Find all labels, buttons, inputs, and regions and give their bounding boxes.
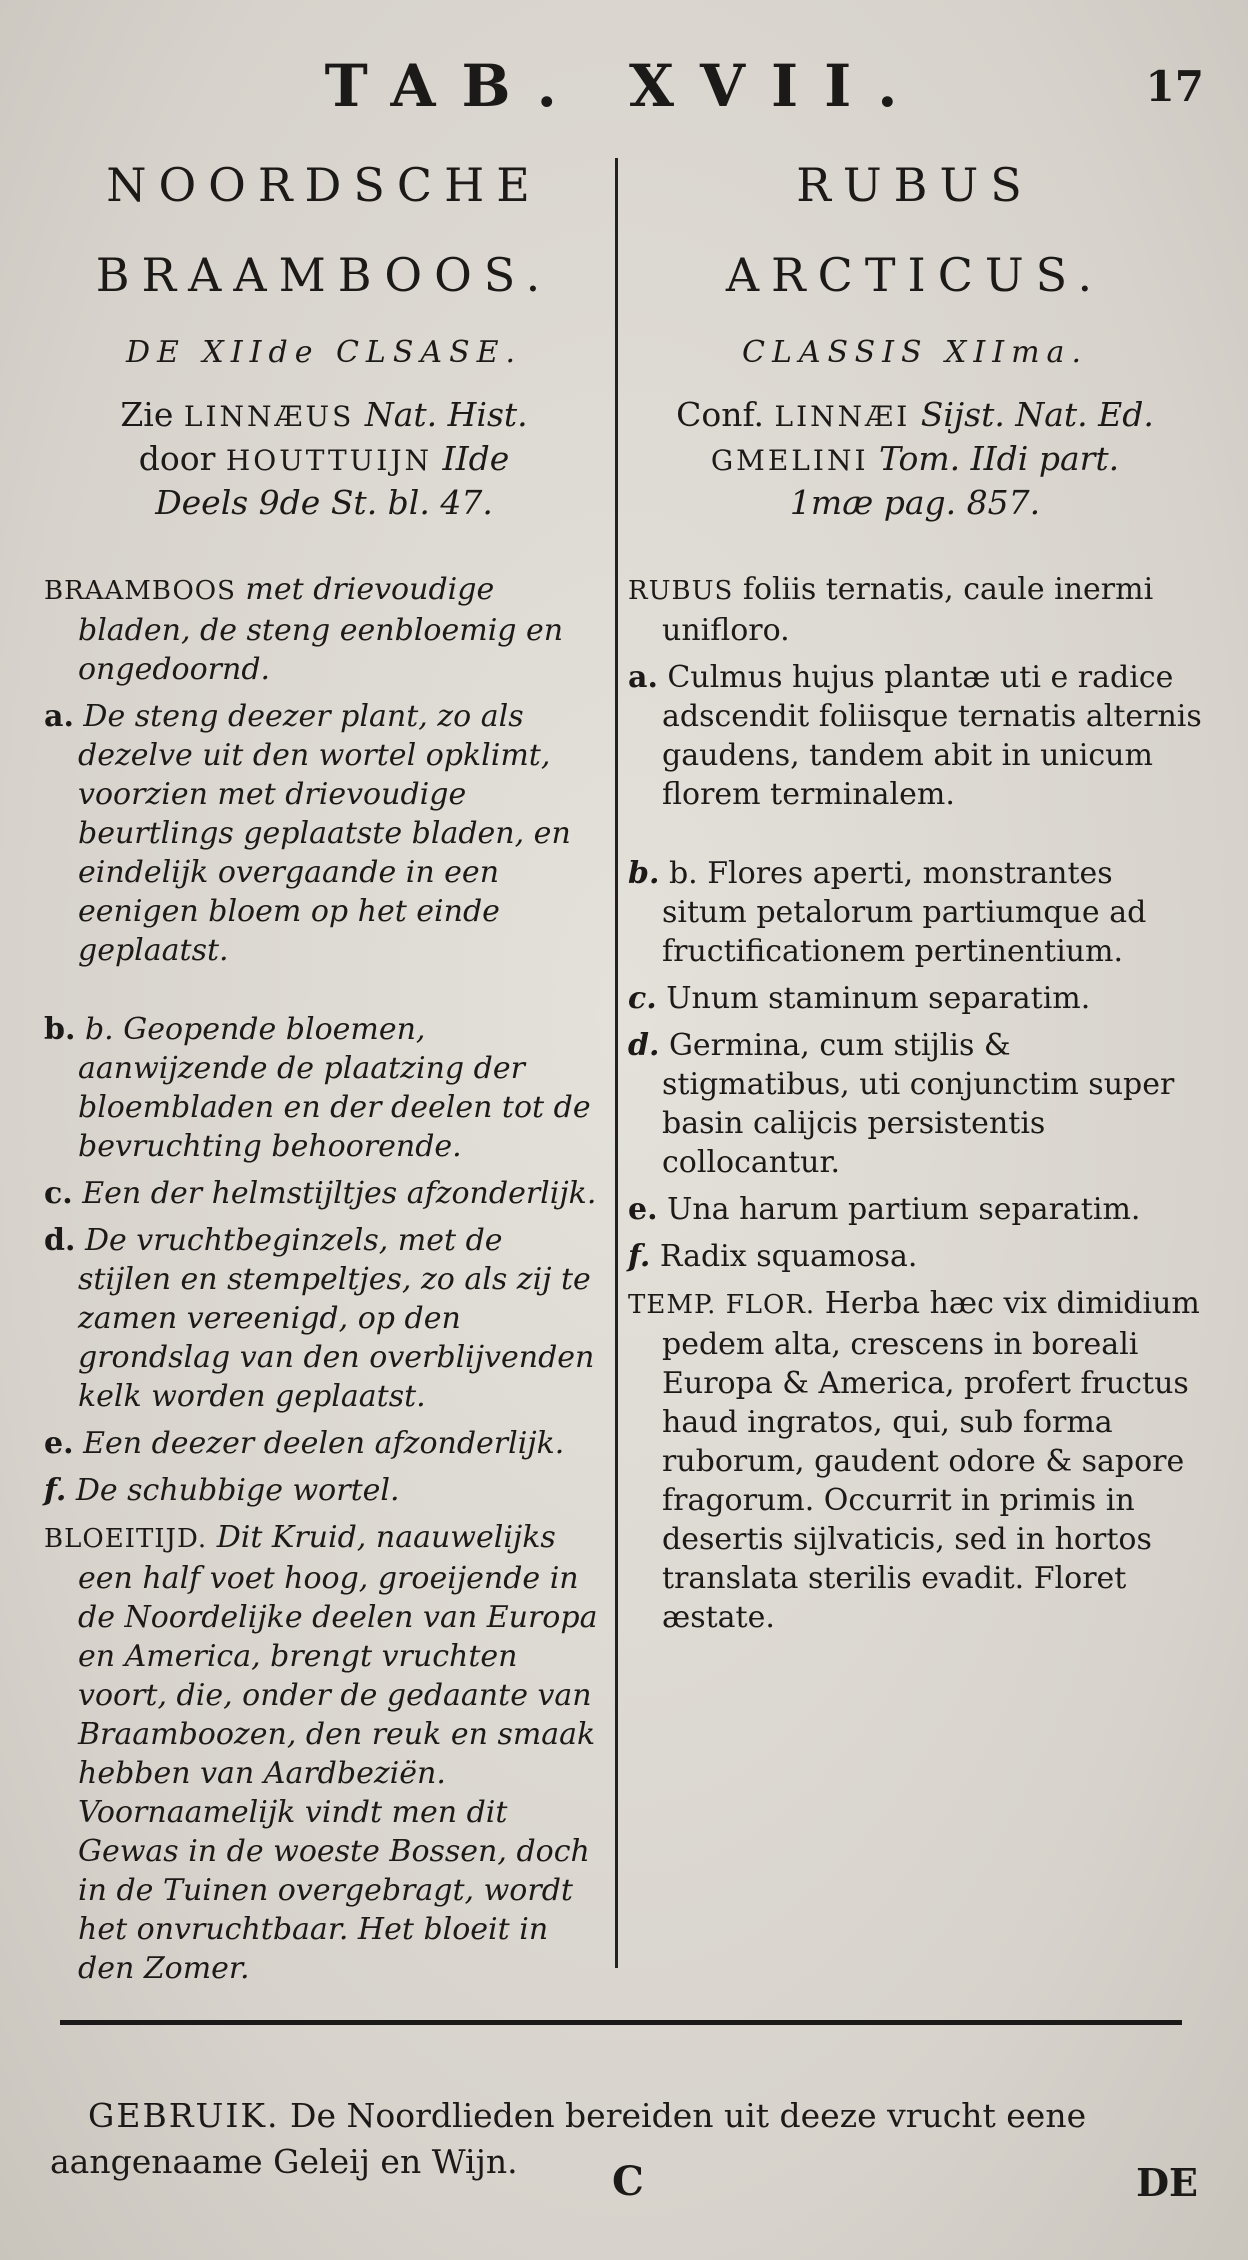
ref-author: LINNÆUS — [183, 400, 355, 433]
entry-text: met drievoudige bladen, de steng eenbloemig en ongedoornd. — [78, 572, 564, 687]
dutch-title-line-2: BRAAMBOOS. — [95, 248, 553, 302]
signature-mark: C — [612, 2158, 644, 2205]
dutch-entries — [44, 570, 604, 1988]
entry-mark: a. — [628, 660, 658, 695]
entry-mark: c. — [44, 1176, 73, 1211]
entry-text: Herba hæc vix dimidium pedem alta, crescens in boreali Europa & America, profert fructus haud ingratos, qui, sub forma ruborum, gaudent odore & sapore fragorum. Occurrit in primis in desertis sijlvaticis, sed in hortos translata sterilis evadit. Floret æstate. — [662, 1286, 1200, 1635]
entry-text: foliis ternatis, caule inermi unifloro. — [662, 572, 1154, 648]
ref-word: Zie — [120, 395, 184, 434]
dutch-column — [44, 140, 604, 1996]
entry-text: b. Geopende bloemen, aanwijzende de plaatzing der bloembladen en der deelen tot de bevruchting behoorende. — [75, 1012, 591, 1164]
latin-column — [628, 140, 1202, 1645]
dutch-reference-line-1 — [44, 394, 604, 438]
entry-mark: d. — [628, 1028, 660, 1063]
ref-word: door — [138, 439, 226, 478]
entry-text: Dit Kruid, naauwelijks een half voet hoog, groeijende in de Noordelijke deelen van Europa en America, brengt vruchten voort, die, onder de gedaante van Braamboozen, den reuk en smaak hebben van Aardbeziën. Voornaamelijk vindt men dit Gewas in de woeste Bossen, doch in de Tuinen overgebragt, wordt het onvruchtbaar. Het bloeit in den Zomer. — [78, 1520, 598, 1986]
dutch-entry-c — [44, 1174, 604, 1213]
ref-author: LINNÆI — [774, 400, 911, 433]
dutch-reference-line-2 — [44, 438, 604, 482]
latin-reference-line-2 — [628, 438, 1202, 482]
dutch-entry-b — [44, 1010, 604, 1166]
entry-text: De steng deezer plant, zo als dezelve uit den wortel opklimt, voorzien met drievoudige beurtlings geplaatste bladen, en eindelijk overgaande in een eenigen bloem op het einde geplaatst. — [73, 699, 571, 968]
dutch-reference — [44, 394, 604, 524]
entry-mark: f. — [628, 1239, 651, 1274]
entry-mark: b. — [44, 1012, 76, 1047]
catchword: DE — [1136, 2160, 1198, 2205]
latin-title-line-2: ARCTICUS. — [725, 248, 1105, 302]
entry-mark: e. — [44, 1426, 74, 1461]
entry-text: De schubbige wortel. — [66, 1473, 400, 1508]
entry-text: Culmus hujus plantæ uti e radice adscendit foliisque ternatis alternis gaudens, tandem abit in unicum florem terminalem. — [657, 660, 1202, 812]
latin-entry-flowering — [628, 1284, 1202, 1637]
entry-text: Een der helmstijltjes afzonderlijk. — [72, 1176, 597, 1211]
dutch-reference-line-3 — [44, 482, 604, 524]
dutch-entry-d — [44, 1221, 604, 1416]
entry-text: b. Flores aperti, monstrantes situm petalorum partiumque ad fructificationem pertinentium. — [659, 856, 1147, 969]
entry-mark: b. — [628, 856, 660, 891]
dutch-entry-description — [44, 570, 604, 689]
latin-entry-f — [628, 1237, 1202, 1276]
entry-text: Germina, cum stijlis & stigmatibus, uti conjunctim super basin calijcis persistentis collocantur. — [659, 1028, 1175, 1180]
latin-entry-a — [628, 658, 1202, 814]
dutch-entry-flowering — [44, 1518, 604, 1988]
latin-entry-b — [628, 854, 1202, 971]
latin-entry-e — [628, 1190, 1202, 1229]
dutch-class-line: DE XIIde CLSASE. — [125, 335, 523, 370]
entry-lead: TEMP. FLOR. — [628, 1290, 816, 1320]
entry-text: Radix squamosa. — [650, 1239, 918, 1274]
plate-heading: TAB. XVII. — [324, 52, 924, 120]
ref-work: Nat. Hist. — [354, 395, 528, 434]
ref-author: HOUTTUIJN — [225, 444, 433, 477]
latin-entry-c — [628, 979, 1202, 1018]
entry-text: Unum staminum separatim. — [656, 981, 1091, 1016]
latin-reference-line-3 — [628, 482, 1202, 524]
latin-entries — [628, 570, 1202, 1637]
ref-volume: IIde — [432, 439, 510, 478]
ref-word: Conf. — [676, 395, 775, 434]
entry-mark: c. — [628, 981, 657, 1016]
entry-mark: a. — [44, 699, 74, 734]
entry-text: De vruchtbeginzels, met de stijlen en stempeltjes, zo als zij te zamen vereenigd, op den grondslag van den overblijvenden kelk worden geplaatst. — [75, 1223, 595, 1414]
column-divider — [615, 158, 618, 1968]
entry-mark: e. — [628, 1192, 658, 1227]
entry-lead: RUBUS — [628, 576, 734, 606]
latin-entry-d — [628, 1026, 1202, 1182]
entry-text: Een deezer deelen afzonderlijk. — [73, 1426, 565, 1461]
page-number: 17 — [1145, 62, 1204, 111]
entry-lead: BRAAMBOOS — [44, 576, 236, 606]
dutch-entry-e — [44, 1424, 604, 1463]
latin-title-line-1: RUBUS — [796, 158, 1034, 212]
entry-lead: BLOEITIJD. — [44, 1524, 208, 1554]
dutch-entry-a — [44, 697, 604, 970]
ref-author: GMELINI — [710, 444, 869, 477]
dutch-entry-f — [44, 1471, 604, 1510]
latin-entry-description — [628, 570, 1202, 650]
latin-class-line: CLASSIS XIIma. — [742, 335, 1088, 370]
latin-reference-line-1 — [628, 394, 1202, 438]
latin-reference — [628, 394, 1202, 524]
usage-text: De Noordlieden bereiden uit deeze vrucht eene aangenaame Geleij en Wijn. — [50, 2096, 1087, 2181]
entry-text: Una harum partium separatim. — [657, 1192, 1141, 1227]
entry-mark: d. — [44, 1223, 76, 1258]
ref-volume: Tom. IIdi part. — [868, 439, 1120, 478]
ref-work: Sijst. Nat. Ed. — [910, 395, 1154, 434]
usage-lead: GEBRUIK. — [88, 2096, 280, 2135]
ref-page: Deels 9de St. bl. 47. — [155, 483, 493, 522]
ref-page: 1mæ pag. 857. — [789, 483, 1041, 522]
entry-mark: f. — [44, 1473, 67, 1508]
dutch-title-line-1: NOORDSCHE — [106, 158, 542, 212]
horizontal-rule — [60, 2020, 1182, 2025]
